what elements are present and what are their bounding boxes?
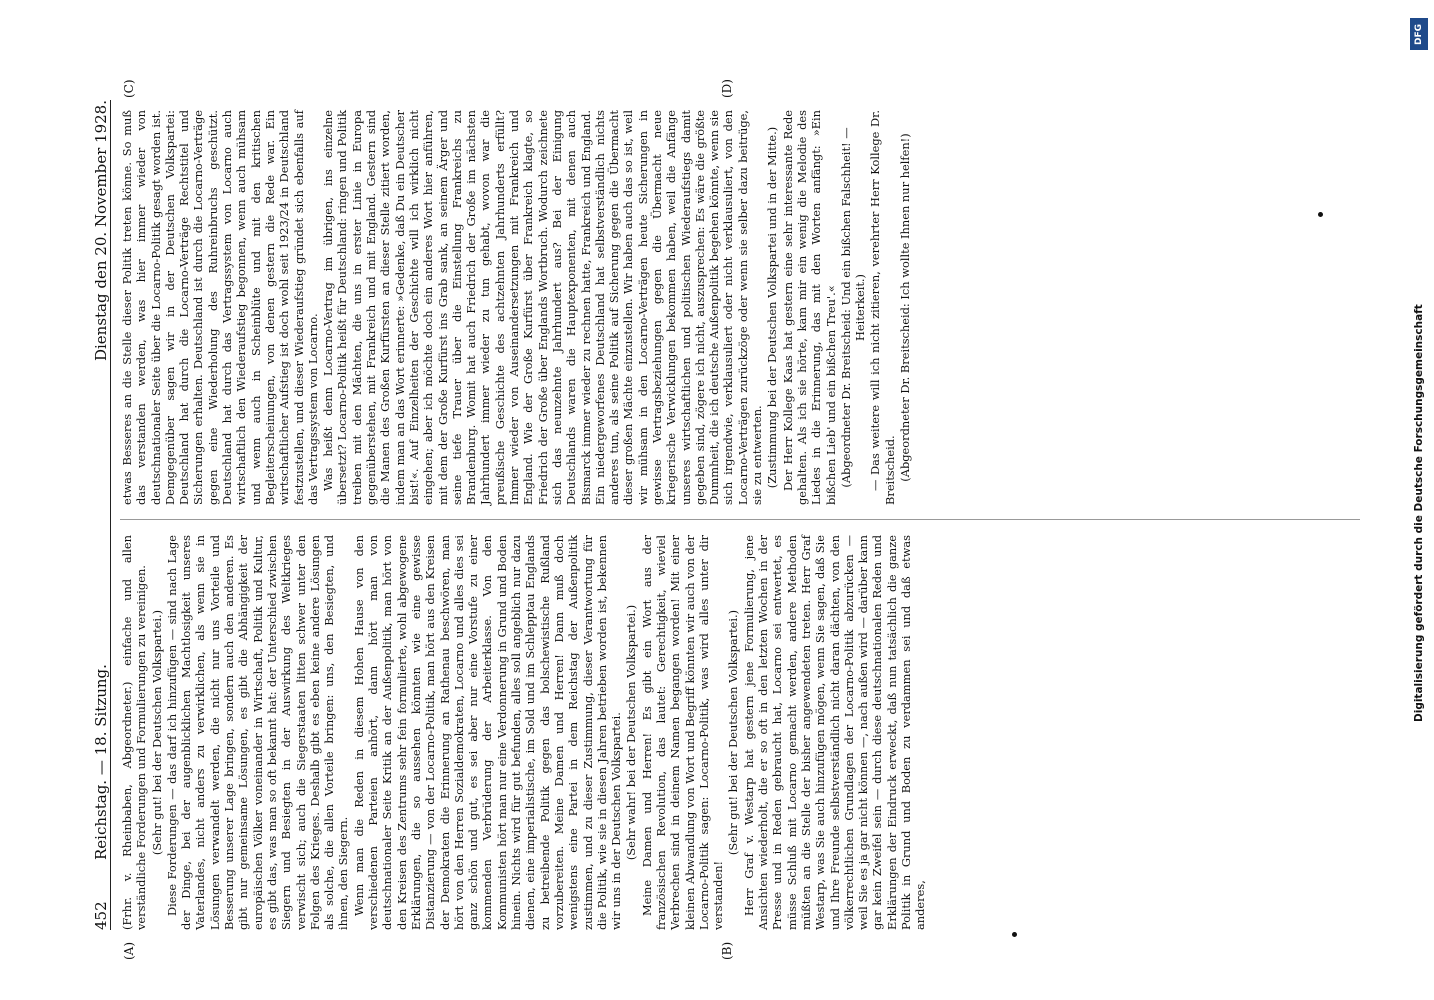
text-column-left (120, 535, 1360, 930)
paragraph: Diese Forderungen — das darf ich hinzufügen — sind nach Lage der Dinge, bei der augenblicklichen Machtlosigkeit unseres Vaterlandes, nicht anders zu verwirklichen, als wenn sie in Lösungen verwandelt werden, die nicht nur uns Vorteile und Besserung unserer Lage bringen, sondern auch den anderen. Es gibt nur gemeinsame Lösungen, es gibt die Abhängigkeit der europäischen Völker voneinander in Wirtschaft, Politik und Kultur, es gibt das, was man so oft bekannt hat: der Unterschied zwischen Siegern und Besiegten in der Auswirkung des Weltkrieges verwischt sich; auch die Siegerstaaten litten schwer unter den Folgen des Krieges. Deshalb gibt es eben keine andere Lösungen als solche, die allen Vorteile bringen: uns, den Besiegten, und ihnen, den Siegern. (164, 535, 351, 930)
dfg-logo: DFG (1410, 18, 1428, 50)
page-number: 452 (92, 901, 110, 930)
margin-marker-b: (B) (720, 941, 734, 960)
interjection: (Sehr gut! bei der Deutschen Volkspartei.) (726, 609, 741, 856)
paragraph: etwas Besseres an die Stelle dieser Politik treten könne. So muß das verstanden werden, was hier immer wieder von deutschnationaler Seite über die Locarno-Politik gesagt worden ist. Demgegenüber sagen wir in der Deutschen Volkspartei: Deutschland hat durch die Locarno-Verträge Rechtstitel und Sicherungen erhalten. Deutschland ist durch die Locarno-Verträge gegen eine Wiederholung des Ruhreinbruchs geschützt. Deutschland hat durch das Vertragssystem von Locarno auch wirtschaftlich den Wiederaufstieg begonnen, wenn auch mühsam und wenn auch in Scheinblüte und mit den kritischen Begleiterscheinungen, von denen gestern die Rede war. Ein wirtschaftlicher Aufstieg ist doch wohl seit 1923/24 in Deutschland festzustellen, und dieser Wiederaufstieg gründet sich ebenfalls auf das Vertragssystem von Locarno. (120, 110, 320, 505)
column-divider (120, 519, 1360, 520)
margin-marker-a: (A) (122, 941, 136, 960)
dfg-stamp-text: Digitalisierung gefördert durch die Deutsche Forschungsgemeinschaft (1413, 304, 1425, 722)
interjection: (Abgeordneter Dr. Breitscheid: Ich wollte Ihnen nur helfen!) (898, 133, 913, 482)
paragraph: Wenn man die Reden in diesem Hohen Hause von den verschiedenen Parteien anhört, dann hört man von deutschnationaler Seite Kritik an der Außenpolitik, man hört von den Kreisen des Zentrums sehr fein formulierte, wohl abgewogene Erklärungen, die so aussehen könnten wie eine gewisse Distanzierung — von der Locarno-Politik, man hört aus den Kreisen der Demokraten die Erinnerung an Rathenau beschwören, man hört von den Herren Sozialdemokraten, Locarno und alles dies sei ganz schön und gut, es sei aber nur eine Vorstufe zu einer kommenden Verbrüderung der Arbeiterklasse. Von den Kommunisten hört man nur eine Verdonnerung in Grund und Boden hinein. Nichts wird für gut befunden, alles soll angeblich nur dazu dienen, eine imperialistische, im Sold und im Schlepptau Englands zu betreibende Politik gegen das bolschewistische Rußland vorzubereiten. Meine Damen und Herren! Dann muß doch wenigstens eine Partei in dem Reichstag der Außenpolitik zustimmen, und zu dieser Zustimmung, dieser Verantwortung für die Politik, wie sie in diesen Jahren betrieben worden ist, bekennen wir uns in der Deutschen Volkspartei. (351, 535, 624, 930)
page-content (80, 79, 1360, 960)
scanned-page (80, 79, 1360, 960)
paragraph: — Das weitere will ich nicht zitieren, verehrter Herr Kollege Dr. Breitscheid. (868, 110, 897, 505)
scan-speck (1318, 212, 1323, 217)
header-right: Dienstag den 20. November 1928. (92, 100, 110, 362)
page-header (80, 100, 111, 930)
interjection: (Sehr gut! bei der Deutschen Volkspartei.) (149, 609, 164, 856)
interjection: (Zustimmung bei der Deutschen Volkspartei und in der Mitte.) (765, 126, 780, 489)
margin-marker-d: (D) (720, 79, 734, 98)
interjection: (Abgeordneter Dr. Breitscheid: Und ein bißchen Falschheit! — Heiterkeit.) (838, 127, 868, 488)
paragraph: Meine Damen und Herren! Es gibt ein Wort aus der französischen Revolution, das lautet: Gerechtigkeit, wieviel Verbrechen sind in deinem Namen begangen worden! Mit einer kleinen Abwandlung von Wort und Begriff könnten wir auch von der Locarno-Politik sagen: Locarno-Politik, was wird alles unter dir verstanden! (639, 535, 726, 930)
paragraph: (Frhr. v. Rheinbaben, Abgeordneter.) einfache und allen verständliche Forderungen und Formulierungen zu vereinigen. (120, 535, 149, 930)
text-column-right (120, 110, 1360, 505)
paragraph: Herr Graf v. Westarp hat gestern jene Formulierung, jene Ansichten wiederholt, die er so oft in den letzten Wochen in der Presse und in Reden gebraucht hat, Locarno sei entwertet, es müsse Schluß mit Locarno gemacht werden, andere Methoden müßten an die Stelle der bisher angewendeten treten. Herr Graf Westarp, was Sie auch hinzufügen mögen, wenn Sie sagen, daß Sie und Ihre Freunde selbstverständlich nicht daran dächten, von den völkerrechtlichen Grundlagen der Locarno-Politik abzurücken — weil Sie es ja gar nicht können —, nach außen wird — darüber kann gar kein Zweifel sein — durch diese deutschnationalen Reden und Erklärungen der Eindruck erweckt, daß nun tatsächlich die ganze Politik in Grund und Boden zu verdammen sei und daß etwas anderes, (741, 535, 928, 930)
header-left: Reichstag. — 18. Sitzung. (92, 664, 110, 860)
paragraph: Was heißt denn Locarno-Vertrag im übrigen, ins einzelne übersetzt? Locarno-Politik heißt für Deutschland: ringen und Politik treiben mit den Mächten, die uns in erster Linie in Europa gegenüberstehen, mit Frankreich und mit England. Gestern sind die Manen des Großen Kurfürsten an dieser Stelle zitiert worden, indem man an das Wort erinnerte: »Gedenke, daß Du ein Deutscher bist!«. Auf Einzelheiten der Geschichte will ich wirklich nicht eingehen; aber ich möchte doch ein anderes Wort hier anführen, mit dem der Große Kurfürst ins Grab sank, an seinem Ärger und seine tiefe Trauer über die Einstellung Frankreichs zu Brandenburg. Womit hat auch Friedrich der Große im nächsten Jahrhundert immer wieder zu tun gehabt, wovon war die preußische Geschichte des achtzehnten Jahrhunderts erfüllt? Immer wieder von Auseinandersetzungen mit Frankreich und England. Wie der Große Kurfürst über Frankreich klagte, so Friedrich der Große über Englands Wortbruch. Wodurch zeichnete sich das neunzehnte Jahrhundert aus? Bei der Einigung Deutschlands waren die Hauptexponenten, mit denen auch Bismarck immer wieder zu rechnen hatte, Frankreich und England. Ein niedergeworfenes Deutschland hat selbstverständlich nichts anderes tun, als seine Politik auf Sicherung gegen die Übermacht dieser großen Mächte einzustellen. Wir haben auch das so ist, weil wir mühsam in den Locarno-Verträgen heute Sicherungen in gewisse Vertragsbeziehungen gegen die Übermacht neue kriegerische Verwicklungen bekommen haben, weil die Anfänge unseres wirtschaftlichen und politischen Wiederaufstiegs damit gegeben sind, zögere ich nicht, auszusprechen: Es wäre die größte Dummheit, die ich deutsche Außenpolitik begehen könnte, wenn sie sich irgendwie, verklausuliert oder nicht verklausuliert, von den Locarno-Verträgen zurückzöge oder wenn sie selber dazu beitrüge, sie zu entwerten. (321, 110, 765, 505)
scan-speck (1012, 932, 1017, 937)
dfg-stamp (1408, 12, 1430, 772)
paragraph: Der Herr Kollege Kaas hat gestern eine sehr interessante Rede gehalten. Als ich sie hörte, kam mir ein wenig die Melodie des Liedes in die Erinnerung, das mit den Worten anfängt: »Ein bißchen Lieb' und ein bißchen Treu'.« (780, 110, 838, 505)
margin-marker-c: (C) (122, 79, 136, 98)
interjection: (Sehr wahr! bei der Deutschen Volkspartei.) (624, 604, 639, 861)
